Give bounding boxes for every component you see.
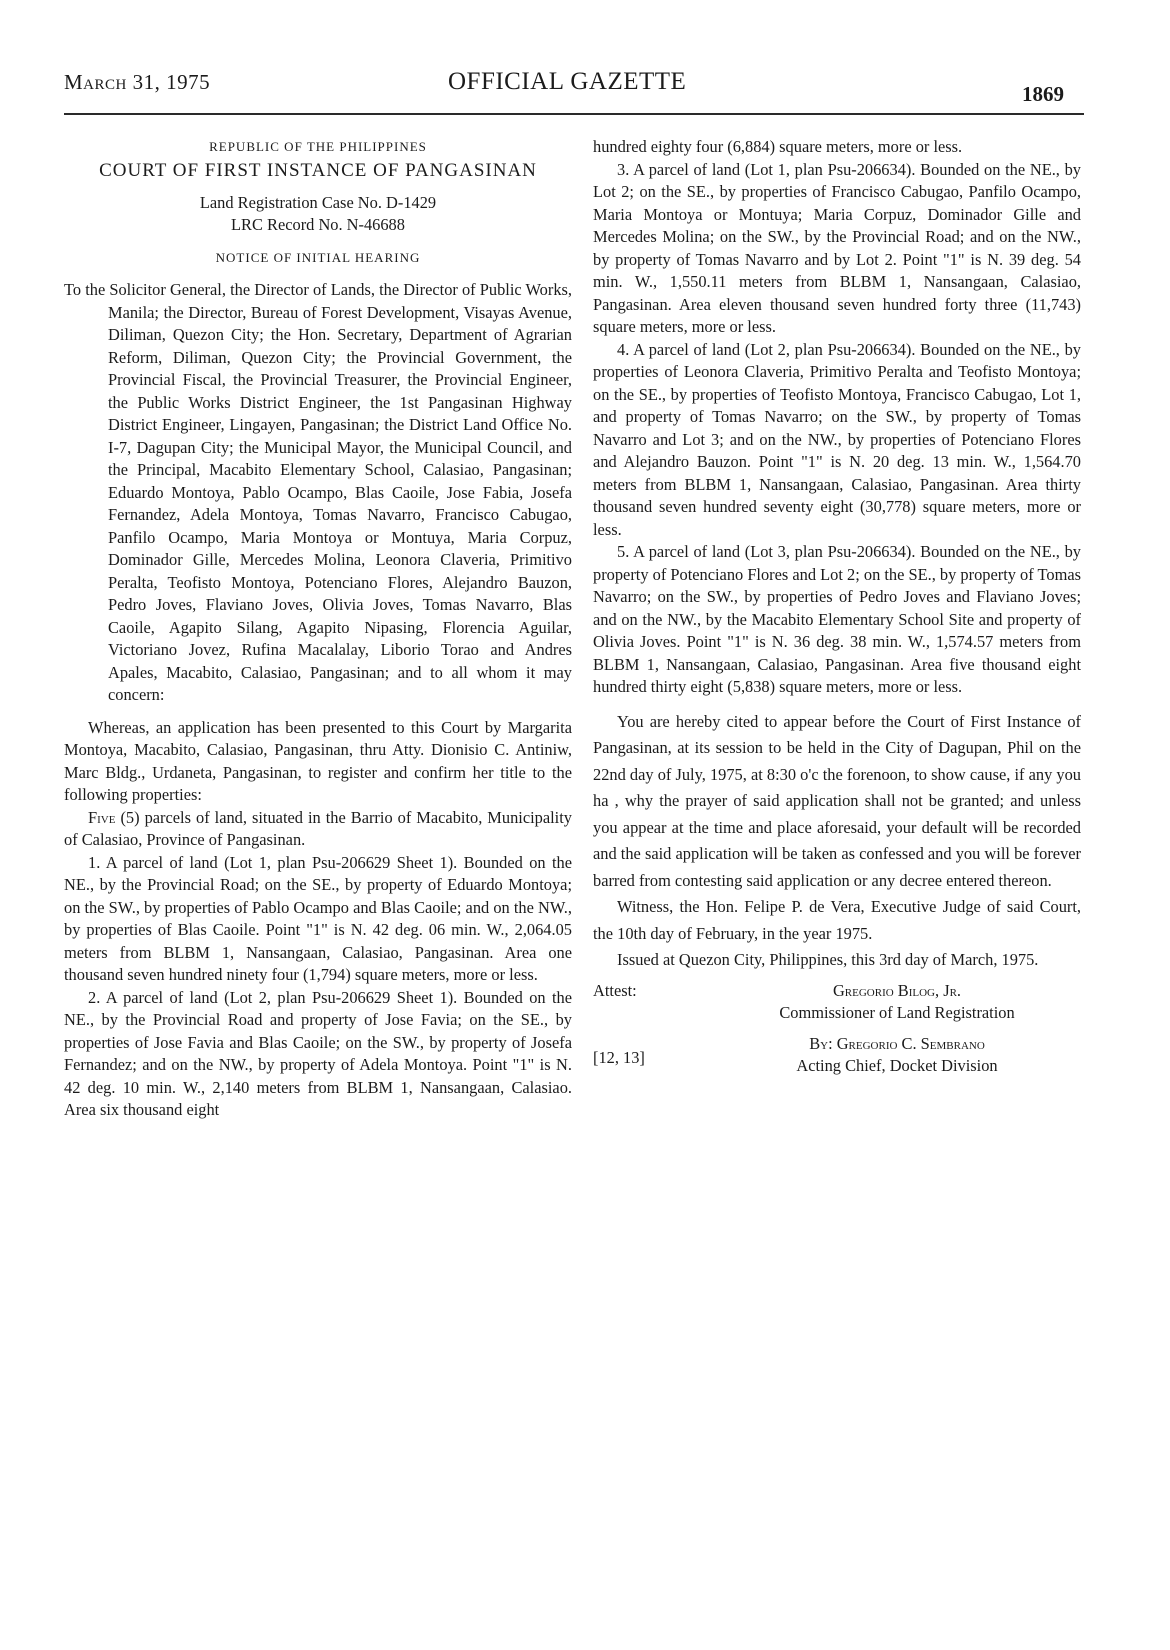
parcel-3: 3. A parcel of land (Lot 1, plan Psu-206634). Bounded on the NE., by Lot 2; on the SE., by properties of Francisco Cabugao, Panfilo Ocampo, Maria Montoya or Montuya; Maria Corpuz, Dominador Gille and Mercedes Molina; on the SW., by the Provincial Road; and on the NW., by property of Tomas Navarro and by Lot 2. Point "1" is N. 39 deg. 54 min. W., 1,550.11 meters from BLBM 1, Nansangaan, Calasiao, Pangasinan. Area eleven thousand seven hundred forty three (11,743) square meters, more or less. [593,159,1081,336]
record-number: LRC Record No. N-46688 [231,215,405,234]
attest-label: Attest: [593,980,637,1000]
publication-title: OFFICIAL GAZETTE [448,68,687,95]
by-name: By: Gregorio C. Sembrano [809,1033,985,1053]
signature-block [593,980,1081,1078]
parcel-2-continued: hundred eighty four (6,884) square meters, more or less. [593,137,963,156]
publication-ref: [12, 13] [593,1047,645,1067]
parcel-2: 2. A parcel of land (Lot 2, plan Psu-206629 Sheet 1). Bounded on the NE., by the Provincial Road and property of Jose Favia; on the SE., by properties of Jose Favia and Blas Caoile; on the SW., by property of Josefa Fernandez; and on the NW., by property of Adela Montoya. Point "1" is N. 42 deg. 10 min. W., 2,140 meters from BLBM 1, Nansangaan, Calasiao. Area six thousand eight [64,987,572,1119]
witness-paragraph: Witness, the Hon. Felipe P. de Vera, Executive Judge of said Court, the 10th day of February, in the year 1975. [593,897,1081,943]
left-column [64,136,572,1122]
addressees-paragraph: To the Solicitor General, the Director of Lands, the Director of Public Works, Manila; the Director, Bureau of Forest Development, Visayas Avenue, Diliman, Quezon City; the Hon. Secretary, Department of Agrarian Reform, Diliman, Quezon City; the Provincial Government, the Provincial Fiscal, the Provincial Treasurer, the Provincial Engineer, the Public Works District Engineer, the 1st Pangasinan Highway District Engineer, Lingayen, Pangasinan; the District Land Office No. I-7, Dagupan City; the Municipal Mayor, the Municipal Council, and the Principal, Macabito Elementary School, Calasiao, Pangasinan; Eduardo Montoya, Pablo Ocampo, Blas Caoile, Jose Fabia, Josefa Fernandez, Adela Montoya, Tomas Navarro, Francisco Cabugao, Panfilo Ocampo, Maria Montoya or Montuya, Maria Corpuz, Dominador Gille, Mercedes Molina, Leonora Claveria, Primitivo Peralta, Teofisto Montoya, Potenciano Flores, Alejandro Bauzon, Pedro Joves, Flaviano Joves, Olivia Joves, Tomas Navarro, Blas Caoile, Agapito Silang, Agapito Nipasing, Florencia Aguilar, Victoriano Jovez, Rufina Macalalay, Liborio Torao and Andres Apales, Macabito, Calasiao, Pangasinan; and to all whom it may concern: [64,280,572,704]
parcels-intro-text: (5) parcels of land, situated in the Barrio of Macabito, Municipality of Calasiao, Province of Pangasinan. [64,807,572,849]
whereas-paragraph: Whereas, an application has been presented to this Court by Margarita Montoya, Macabito, Calasiao, Pangasinan, thru Atty. Dionisio C. Antiniw, Marc Bldg., Urdaneta, Pangasinan, to register and confirm her title to the following properties: [64,717,572,804]
commissioner-title: Commissioner of Land Registration [779,1003,1015,1022]
issue-date: March 31, 1975 [64,70,211,94]
court-name: COURT OF FIRST INSTANCE OF PANGASINAN [99,159,537,181]
issued-paragraph: Issued at Quezon City, Philippines, this 3rd day of March, 1975. [617,950,1039,969]
parcel-5: 5. A parcel of land (Lot 3, plan Psu-206634). Bounded on the NE., by property of Potenciano Flores and Lot 2; on the SE., by property of Tomas Navarro; on the SW., by properties of Pedro Joves and Flaviano Joves; and on the NW., by the Macabito Elementary School Site and property of Olivia Joves. Point "1" is N. 36 deg. 38 min. W., 1,574.57 meters from BLBM 1, Nansangaan, Calasiao, Pangasinan. Area five thousand eight hundred thirty eight (5,838) square meters, more or less. [593,542,1081,696]
page-number: 1869 [1022,82,1064,106]
republic-line: REPUBLIC OF THE PHILIPPINES [209,139,427,154]
right-column [593,136,1081,1078]
parcel-1: 1. A parcel of land (Lot 1, plan Psu-206629 Sheet 1). Bounded on the NE., by the Provincial Road; on the SE., by property of Eduardo Montoya; on the SW., by properties of Pablo Ocampo and Blas Caoile; and on the NW., by properties of Blas Caoile. Point "1" is N. 42 deg. 06 min. W., 2,064.05 meters from BLBM 1, Nansangaan, Calasiao, Pangasinan. Area one thousand seven hundred ninety four (1,794) square meters, more or less. [64,852,572,984]
header-rule [64,113,1084,115]
by-title: Acting Chief, Docket Division [796,1056,998,1075]
notice-heading: NOTICE OF INITIAL HEARING [215,249,421,265]
citation-paragraph: You are hereby cited to appear before the Court of First Instance of Pangasinan, at its session to be held in the City of Dagupan, Phil on the 22nd day of July, 1975, at 8:30 o'c the forenoon, to show cause, if any you ha , why the prayer of said application shall not be granted; and unless you appear at the time and place aforesaid, your default will be recorded and the said application will be taken as confessed and you will be forever barred from contesting said application or any decree entered thereon. [593,711,1081,890]
case-number: Land Registration Case No. D-1429 [199,192,437,212]
commissioner-name: Gregorio Bilog, Jr. [832,980,962,1000]
parcels-intro [64,807,572,852]
five-word: Five [88,807,116,827]
parcel-4: 4. A parcel of land (Lot 2, plan Psu-206634). Bounded on the NE., by properties of Leonora Claveria, Primitivo Peralta and Teofisto Montoya; on the SE., by properties of Teofisto Montoya, Francisco Cabugao, Lot 1, and property of Tomas Navarro; on the SW., by property of Tomas Navarro and Lot 3; and on the NW., by properties of Potenciano Flores and Alejandro Bauzon. Point "1" is N. 20 deg. 13 min. W., 1,564.70 meters from BLBM 1, Nansangaan, Calasiao, Pangasinan. Area thirty thousand seven hundred seventy eight (30,778) square meters, more or less. [593,339,1081,539]
